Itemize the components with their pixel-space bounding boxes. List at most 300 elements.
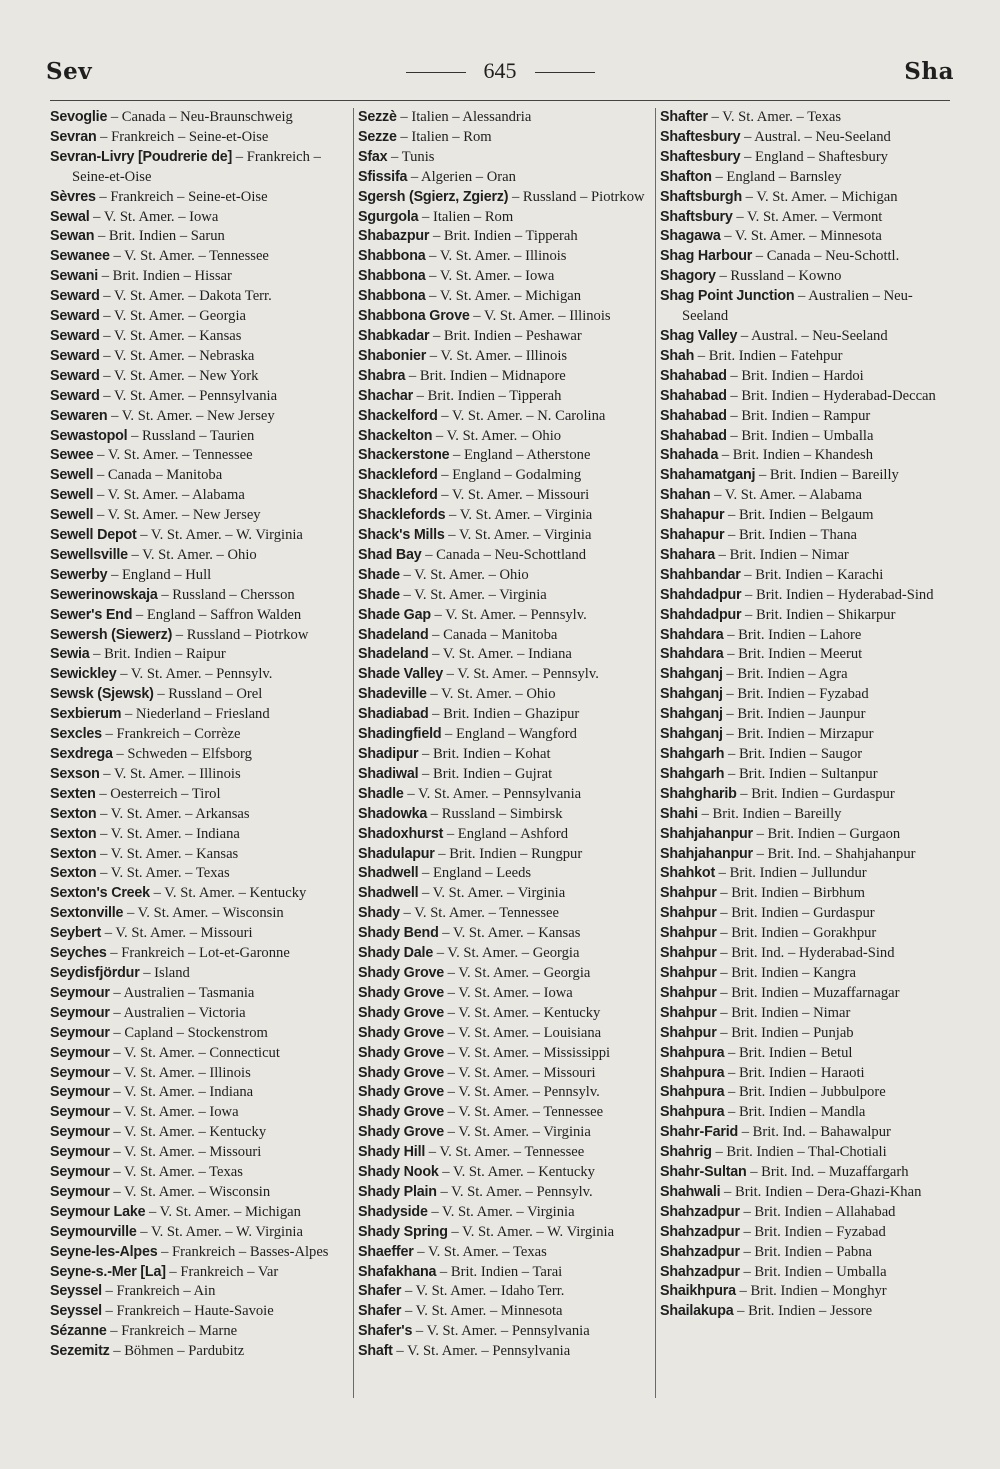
- entry-headword: Sewanee: [50, 248, 110, 265]
- gazetteer-entry: [358, 645, 654, 665]
- entry-location: – V. St. Amer. – Alabama: [93, 487, 245, 504]
- gazetteer-columns: [50, 108, 950, 1398]
- entry-location: – Frankreich – Seine-et-Oise: [95, 188, 268, 205]
- running-head-right: Sha: [904, 58, 954, 85]
- entry-location: – Brit. Indien – Thana: [724, 527, 858, 544]
- gazetteer-entry: [660, 1004, 953, 1024]
- entry-headword: Shady Hill: [358, 1144, 426, 1161]
- entry-location: – Italien – Rom: [418, 208, 514, 225]
- entry-headword: Shafer: [358, 1283, 402, 1300]
- entry-location: – Canada – Neu-Schottl.: [752, 248, 900, 265]
- entry-headword: Shackelton: [358, 427, 433, 444]
- entry-headword: Shady Grove: [358, 1044, 444, 1061]
- entry-location: – Brit. Indien – Sarun: [94, 228, 225, 245]
- entry-location: – V. St. Amer. – Missouri: [444, 1064, 596, 1081]
- entry-location: – V. St. Amer. – Pennsylv.: [436, 1183, 593, 1200]
- entry-location: – Brit. Ind. – Bahawalpur: [738, 1124, 891, 1141]
- entry-headword: Shabbona: [358, 268, 426, 285]
- gazetteer-entry: [660, 765, 953, 785]
- entry-location: – V. St. Amer. – Kansas: [96, 845, 239, 862]
- entry-headword: Shahwali: [660, 1183, 721, 1200]
- entry-location: – V. St. Amer. – New Jersey: [107, 407, 275, 424]
- header-dash-left: [406, 72, 466, 73]
- gazetteer-entry: [358, 1064, 654, 1084]
- entry-location: – Brit. Indien – Hyderabad-Sind: [741, 586, 934, 603]
- entry-location: – Brit. Indien – Birbhum: [716, 885, 865, 902]
- entry-location: – V. St. Amer. – Michigan: [425, 288, 582, 305]
- entry-location: – Brit. Indien – Belgaum: [724, 507, 874, 524]
- entry-location: – V. St. Amer. – New York: [99, 367, 259, 384]
- gazetteer-entry: [50, 884, 346, 904]
- entry-location: – Brit. Indien – Betul: [724, 1044, 853, 1061]
- gazetteer-entry: [50, 745, 346, 765]
- header-dash-right: [535, 72, 595, 73]
- entry-location: – Brit. Indien – Jessore: [733, 1303, 873, 1320]
- entry-location: – Brit. Ind. – Shahjahanpur: [752, 845, 916, 862]
- entry-location: – V. St. Amer. – Ohio: [432, 427, 562, 444]
- entry-headword: Shahkot: [660, 865, 715, 882]
- entry-location: – Russland – Chersson: [157, 586, 295, 603]
- entry-headword: Shad Bay: [358, 546, 422, 563]
- entry-headword: Shadeville: [358, 686, 427, 703]
- entry-headword: Shadwell: [358, 885, 419, 902]
- entry-location: – Brit. Indien – Hardoi: [726, 367, 864, 384]
- entry-location: – V. St. Amer. – Kentucky: [109, 1124, 267, 1141]
- entry-headword: Shady Dale: [358, 945, 434, 962]
- gazetteer-entry: [50, 665, 346, 685]
- entry-headword: Sexcles: [50, 726, 102, 743]
- entry-headword: Shahzadpur: [660, 1203, 740, 1220]
- gazetteer-entry: [358, 1302, 654, 1322]
- entry-location: – V. St. Amer. – Indiana: [428, 646, 572, 663]
- entry-headword: Shackerstone: [358, 447, 450, 464]
- gazetteer-entry: [358, 864, 654, 884]
- entry-headword: Sézanne: [50, 1323, 107, 1340]
- entry-location: – Brit. Indien – Fatehpur: [694, 347, 843, 364]
- gazetteer-entry: [660, 1123, 953, 1143]
- gazetteer-entry: [50, 964, 346, 984]
- gazetteer-entry: [50, 685, 346, 705]
- entry-location: – Canada – Manitoba: [428, 626, 558, 643]
- column-1: [50, 108, 346, 1398]
- entry-location: – Brit. Indien – Tipperah: [429, 228, 578, 245]
- gazetteer-entry: [660, 725, 953, 745]
- entry-location: – Brit. Indien – Mandla: [724, 1104, 866, 1121]
- entry-location: – Brit. Indien – Fyzabad: [722, 686, 869, 703]
- gazetteer-entry: [660, 1163, 953, 1183]
- entry-location: – Brit. Indien – Pabna: [739, 1243, 872, 1260]
- gazetteer-entry: [358, 1322, 654, 1342]
- entry-headword: Shahpur: [660, 964, 717, 981]
- gazetteer-entry: [358, 566, 654, 586]
- gazetteer-entry: [50, 287, 346, 307]
- entry-location: – V. St. Amer. – Pennsylv.: [444, 1084, 600, 1101]
- entry-location: – V. St. Amer. – Kentucky: [438, 1164, 595, 1181]
- gazetteer-entry: [50, 466, 346, 486]
- entry-headword: Shagawa: [660, 228, 721, 245]
- gazetteer-entry: [660, 407, 953, 427]
- entry-location: – Brit. Indien – Midnapore: [405, 367, 566, 384]
- entry-headword: Shafer: [358, 1303, 402, 1320]
- entry-headword: Shahzadpur: [660, 1243, 740, 1260]
- entry-location: – England – Ashford: [443, 825, 569, 842]
- entry-headword: Seyssel: [50, 1303, 102, 1320]
- entry-location: – Brit. Indien – Shikarpur: [741, 606, 896, 623]
- entry-location: – V. St. Amer. – Tennessee: [425, 1144, 585, 1161]
- entry-headword: Shadipur: [358, 746, 419, 762]
- entry-location: – V. St. Amer. – Michigan: [145, 1203, 301, 1220]
- entry-headword: Shahpur: [660, 925, 717, 942]
- entry-location: – Brit. Ind. – Muzaffargarh: [746, 1164, 909, 1181]
- entry-location: – Brit. Indien – Raipur: [89, 646, 226, 663]
- entry-headword: Shahdara: [660, 626, 724, 643]
- entry-location: – Canada – Neu-Schottland: [421, 546, 587, 563]
- entry-headword: Seyssel: [50, 1283, 102, 1300]
- entry-location: – Niederland – Friesland: [121, 706, 270, 723]
- gazetteer-entry: [50, 307, 346, 327]
- gazetteer-entry: [660, 805, 953, 825]
- gazetteer-entry: [660, 446, 953, 466]
- entry-location: – Austral. – Neu-Seeland: [740, 128, 891, 145]
- entry-headword: Shade: [358, 586, 400, 603]
- gazetteer-entry: [660, 546, 953, 566]
- entry-headword: Shahgarh: [660, 746, 725, 762]
- entry-location: – V. St. Amer. – Louisiana: [444, 1024, 602, 1041]
- entry-headword: Shaftesbury: [660, 128, 741, 145]
- entry-headword: Shade Valley: [358, 666, 444, 683]
- entry-location: – Algerien – Oran: [407, 168, 516, 185]
- gazetteer-entry: [50, 944, 346, 964]
- gazetteer-entry: [358, 1183, 654, 1203]
- gazetteer-entry: [358, 825, 654, 845]
- gazetteer-entry: [50, 546, 346, 566]
- gazetteer-entry: [50, 1123, 346, 1143]
- gazetteer-entry: [50, 864, 346, 884]
- entry-location: – V. St. Amer. – Indiana: [96, 825, 240, 842]
- entry-location: – V. St. Amer. – Pennsylv.: [116, 666, 273, 683]
- entry-location: – V. St. Amer. – Pennsylv.: [443, 666, 599, 683]
- entry-headword: Shahdadpur: [660, 606, 742, 623]
- entry-location: – V. St. Amer. – Michigan: [742, 188, 898, 205]
- entry-headword: Shahpura: [660, 1044, 725, 1061]
- entry-location: – Brit. Indien – Khandesh: [718, 447, 874, 464]
- entry-headword: Seymour: [50, 1004, 110, 1021]
- gazetteer-entry: [50, 805, 346, 825]
- entry-headword: Shahgarh: [660, 765, 725, 782]
- gazetteer-entry: [50, 506, 346, 526]
- entry-headword: Shahabad: [660, 427, 727, 444]
- entry-headword: Seward: [50, 308, 100, 325]
- entry-headword: Shahpur: [660, 885, 717, 902]
- gazetteer-entry: [358, 427, 654, 447]
- gazetteer-entry: [50, 1322, 346, 1342]
- entry-location: – V. St. Amer. – Kentucky: [444, 1004, 601, 1021]
- gazetteer-entry: [358, 705, 654, 725]
- gazetteer-entry: [358, 665, 654, 685]
- entry-location: – Brit. Indien – Hyderabad-Deccan: [726, 387, 936, 404]
- entry-headword: Shahabad: [660, 387, 727, 404]
- entry-headword: Shailakupa: [660, 1303, 734, 1320]
- gazetteer-entry: [660, 566, 953, 586]
- entry-location: – V. St. Amer. – Georgia: [433, 945, 580, 962]
- entry-headword: Shadeland: [358, 626, 429, 643]
- gazetteer-entry: [660, 227, 953, 247]
- gazetteer-entry: [358, 1203, 654, 1223]
- gazetteer-entry: [50, 845, 346, 865]
- entry-location: – Brit. Indien – Mirzapur: [722, 726, 874, 743]
- gazetteer-entry: [358, 944, 654, 964]
- gazetteer-entry: [50, 586, 346, 606]
- entry-headword: Seward: [50, 347, 100, 364]
- gazetteer-entry: [50, 1302, 346, 1322]
- gazetteer-entry: [660, 267, 953, 287]
- entry-location: – Brit. Indien – Bareilly: [755, 467, 899, 484]
- gazetteer-entry: [660, 606, 953, 626]
- gazetteer-entry: [358, 1044, 654, 1064]
- entry-location: – V. St. Amer. – W. Virginia: [136, 1223, 303, 1240]
- entry-location: – V. St. Amer. – Virginia: [445, 507, 593, 524]
- entry-headword: Sevran: [50, 128, 97, 145]
- entry-headword: Shahpur: [660, 1024, 717, 1041]
- gazetteer-entry: [50, 984, 346, 1004]
- gazetteer-entry: [660, 1183, 953, 1203]
- entry-headword: Shabonier: [358, 347, 427, 364]
- gazetteer-entry: [358, 1103, 654, 1123]
- gazetteer-entry: [358, 128, 654, 148]
- entry-location: – V. St. Amer. – Kansas: [438, 925, 581, 942]
- gazetteer-entry: [50, 1223, 346, 1243]
- entry-headword: Shade Gap: [358, 606, 431, 623]
- gazetteer-entry: [660, 904, 953, 924]
- entry-location: – V. St. Amer. – Arkansas: [96, 805, 250, 822]
- gazetteer-entry: [358, 486, 654, 506]
- entry-location: – V. St. Amer. – Ohio: [399, 566, 529, 583]
- entry-headword: Shahpur: [660, 1004, 717, 1021]
- gazetteer-entry: [50, 526, 346, 546]
- entry-location: – Italien – Rom: [396, 128, 492, 145]
- entry-headword: Sewerby: [50, 566, 108, 583]
- entry-location: – England – Godalming: [437, 467, 582, 484]
- entry-location: – Brit. Indien – Nimar: [715, 546, 849, 563]
- entry-headword: Shahzadpur: [660, 1223, 740, 1240]
- entry-location: – England – Leeds: [418, 865, 532, 882]
- entry-headword: Seymour: [50, 1104, 110, 1121]
- entry-headword: Sewan: [50, 228, 95, 245]
- entry-headword: Sewastopol: [50, 427, 128, 444]
- entry-headword: Shackelford: [358, 407, 438, 424]
- gazetteer-entry: [50, 407, 346, 427]
- gazetteer-entry: [358, 387, 654, 407]
- gazetteer-entry: [50, 148, 346, 188]
- entry-headword: Shadoxhurst: [358, 825, 444, 842]
- gazetteer-entry: [50, 446, 346, 466]
- entry-location: – V. St. Amer. – Pennsylvania: [403, 785, 582, 802]
- entry-headword: Shabbona: [358, 288, 426, 305]
- entry-headword: Seymourville: [50, 1223, 137, 1240]
- entry-location: – V. St. Amer. – Minnesota: [720, 228, 882, 245]
- entry-headword: Shadle: [358, 785, 404, 802]
- gazetteer-entry: [358, 1083, 654, 1103]
- gazetteer-entry: [660, 427, 953, 447]
- entry-headword: Shahbandar: [660, 566, 741, 583]
- entry-headword: Seymour: [50, 1183, 110, 1200]
- gazetteer-entry: [660, 944, 953, 964]
- entry-location: – Frankreich – Basses-Alpes: [157, 1243, 329, 1260]
- entry-headword: Shaft: [358, 1343, 393, 1360]
- gazetteer-entry: [358, 367, 654, 387]
- entry-headword: Sewell: [50, 487, 94, 504]
- entry-location: – Brit. Indien – Umballa: [726, 427, 874, 444]
- entry-headword: Shahdara: [660, 646, 724, 663]
- gazetteer-entry: [660, 1143, 953, 1163]
- entry-location: – V. St. Amer. – Illinois: [99, 765, 241, 782]
- gazetteer-entry: [660, 188, 953, 208]
- entry-headword: Sevran-Livry [Poudrerie de]: [50, 148, 233, 165]
- header-rule: [50, 100, 950, 101]
- gazetteer-entry: [50, 427, 346, 447]
- entry-headword: Sewickley: [50, 666, 117, 683]
- entry-headword: Shahganj: [660, 686, 723, 703]
- gazetteer-entry: [660, 665, 953, 685]
- entry-headword: Sèvres: [50, 188, 96, 205]
- entry-location: – Brit. Indien – Rungpur: [434, 845, 583, 862]
- gazetteer-entry: [358, 1223, 654, 1243]
- entry-headword: Shady Grove: [358, 1024, 444, 1041]
- entry-headword: Shady Grove: [358, 1104, 444, 1121]
- entry-headword: Sexten: [50, 785, 96, 802]
- entry-location: – Australien – Neu-Seeland: [682, 288, 913, 325]
- entry-location: – Russland – Simbirsk: [427, 805, 563, 822]
- gazetteer-entry: [358, 685, 654, 705]
- entry-headword: Seymour: [50, 1164, 110, 1181]
- entry-location: – V. St. Amer. – Pennsylvania: [412, 1323, 590, 1340]
- entry-location: – Russland – Piotrkow: [508, 188, 645, 205]
- gazetteer-entry: [358, 626, 654, 646]
- entry-location: – V. St. Amer. – Virginia: [444, 1124, 591, 1141]
- entry-location: – V. St. Amer. – Illinois: [469, 308, 611, 325]
- gazetteer-entry: [660, 1302, 953, 1322]
- entry-location: – Brit. Indien – Fyzabad: [739, 1223, 886, 1240]
- entry-headword: Seward: [50, 327, 100, 344]
- gazetteer-entry: [50, 645, 346, 665]
- entry-headword: Sewell Depot: [50, 527, 137, 544]
- gazetteer-entry: [358, 407, 654, 427]
- entry-headword: Sexton's Creek: [50, 885, 150, 902]
- entry-location: – V. St. Amer. – Vermont: [732, 208, 883, 225]
- entry-location: – Frankreich – Marne: [106, 1323, 238, 1340]
- entry-location: – Austral. – Neu-Seeland: [737, 327, 888, 344]
- page-number-block: [46, 58, 954, 84]
- gazetteer-entry: [660, 1083, 953, 1103]
- gazetteer-entry: [358, 287, 654, 307]
- gazetteer-entry: [660, 705, 953, 725]
- entry-location: – Brit. Indien – Lahore: [723, 626, 862, 643]
- gazetteer-entry: [50, 606, 346, 626]
- entry-headword: Shady Plain: [358, 1183, 437, 1200]
- entry-headword: Shaftsbury: [660, 208, 733, 225]
- gazetteer-entry: [50, 486, 346, 506]
- gazetteer-entry: [660, 168, 953, 188]
- entry-location: – Brit. Indien – Peshawar: [429, 327, 582, 344]
- entry-location: – V. St. Amer. – Georgia: [444, 964, 591, 981]
- entry-location: – Frankreich – Haute-Savoie: [101, 1303, 274, 1320]
- entry-location: – V. St. Amer. – Iowa: [109, 1104, 239, 1121]
- entry-headword: Shabra: [358, 367, 406, 384]
- entry-headword: Shahganj: [660, 706, 723, 723]
- entry-location: – England – Saffron Walden: [132, 606, 302, 623]
- entry-headword: Sexton: [50, 805, 97, 822]
- entry-headword: Seymour: [50, 1124, 110, 1141]
- entry-location: – Frankreich – Seine-et-Oise: [72, 148, 321, 185]
- gazetteer-entry: [50, 1044, 346, 1064]
- gazetteer-entry: [358, 1004, 654, 1024]
- gazetteer-entry: [50, 387, 346, 407]
- gazetteer-entry: [358, 247, 654, 267]
- entry-headword: Seymour: [50, 1084, 110, 1101]
- entry-location: – Brit. Indien – Hissar: [98, 268, 232, 285]
- entry-location: – Brit. Indien – Gujrat: [418, 765, 553, 782]
- entry-headword: Shadiabad: [358, 706, 429, 723]
- entry-headword: Seydisfjördur: [50, 964, 140, 981]
- gazetteer-entry: [660, 148, 953, 168]
- gazetteer-entry: [358, 267, 654, 287]
- gazetteer-entry: [660, 208, 953, 228]
- entry-headword: Shagory: [660, 268, 716, 285]
- entry-location: – Tunis: [387, 148, 435, 165]
- entry-location: – V. St. Amer. – W. Virginia: [136, 527, 303, 544]
- gazetteer-entry: [358, 347, 654, 367]
- gazetteer-entry: [358, 1163, 654, 1183]
- entry-headword: Shady Grove: [358, 1084, 444, 1101]
- gazetteer-entry: [660, 1064, 953, 1084]
- entry-location: – Brit. Indien – Thal-Chotiali: [711, 1144, 887, 1161]
- entry-location: – Capland – Stockenstrom: [109, 1024, 268, 1041]
- entry-headword: Sezzè: [358, 109, 397, 125]
- entry-headword: Shackleford: [358, 487, 438, 504]
- entry-location: – V. St. Amer. – Alabama: [710, 487, 862, 504]
- gazetteer-entry: [358, 1342, 654, 1362]
- entry-location: – V. St. Amer. – Ohio: [426, 686, 556, 703]
- entry-location: – V. St. Amer. – Tennessee: [399, 905, 560, 922]
- gazetteer-entry: [660, 645, 953, 665]
- gazetteer-entry: [660, 506, 953, 526]
- entry-location: – Frankreich – Corrèze: [101, 726, 241, 743]
- entry-location: – Brit. Indien – Jaunpur: [722, 706, 866, 723]
- entry-headword: Shady Grove: [358, 1124, 444, 1141]
- entry-location: – V. St. Amer. – Nebraska: [99, 347, 255, 364]
- gazetteer-entry: [358, 1243, 654, 1263]
- entry-headword: Shadwell: [358, 865, 419, 882]
- gazetteer-entry: [358, 725, 654, 745]
- entry-location: – England – Shaftesbury: [740, 148, 888, 165]
- entry-headword: Shadyside: [358, 1203, 428, 1220]
- gazetteer-entry: [50, 566, 346, 586]
- gazetteer-entry: [358, 546, 654, 566]
- entry-headword: Shahjahanpur: [660, 825, 753, 842]
- entry-headword: Seward: [50, 387, 100, 404]
- gazetteer-entry: [50, 208, 346, 228]
- entry-headword: Sfax: [358, 148, 388, 165]
- gazetteer-entry: [358, 1143, 654, 1163]
- gazetteer-entry: [358, 108, 654, 128]
- entry-headword: Shahabad: [660, 407, 727, 424]
- entry-location: – V. St. Amer. – Kansas: [99, 327, 242, 344]
- gazetteer-entry: [660, 845, 953, 865]
- entry-location: – Brit. Indien – Umballa: [739, 1263, 887, 1280]
- gazetteer-entry: [50, 1163, 346, 1183]
- entry-location: – England – Barnsley: [711, 168, 842, 185]
- gazetteer-entry: [358, 307, 654, 327]
